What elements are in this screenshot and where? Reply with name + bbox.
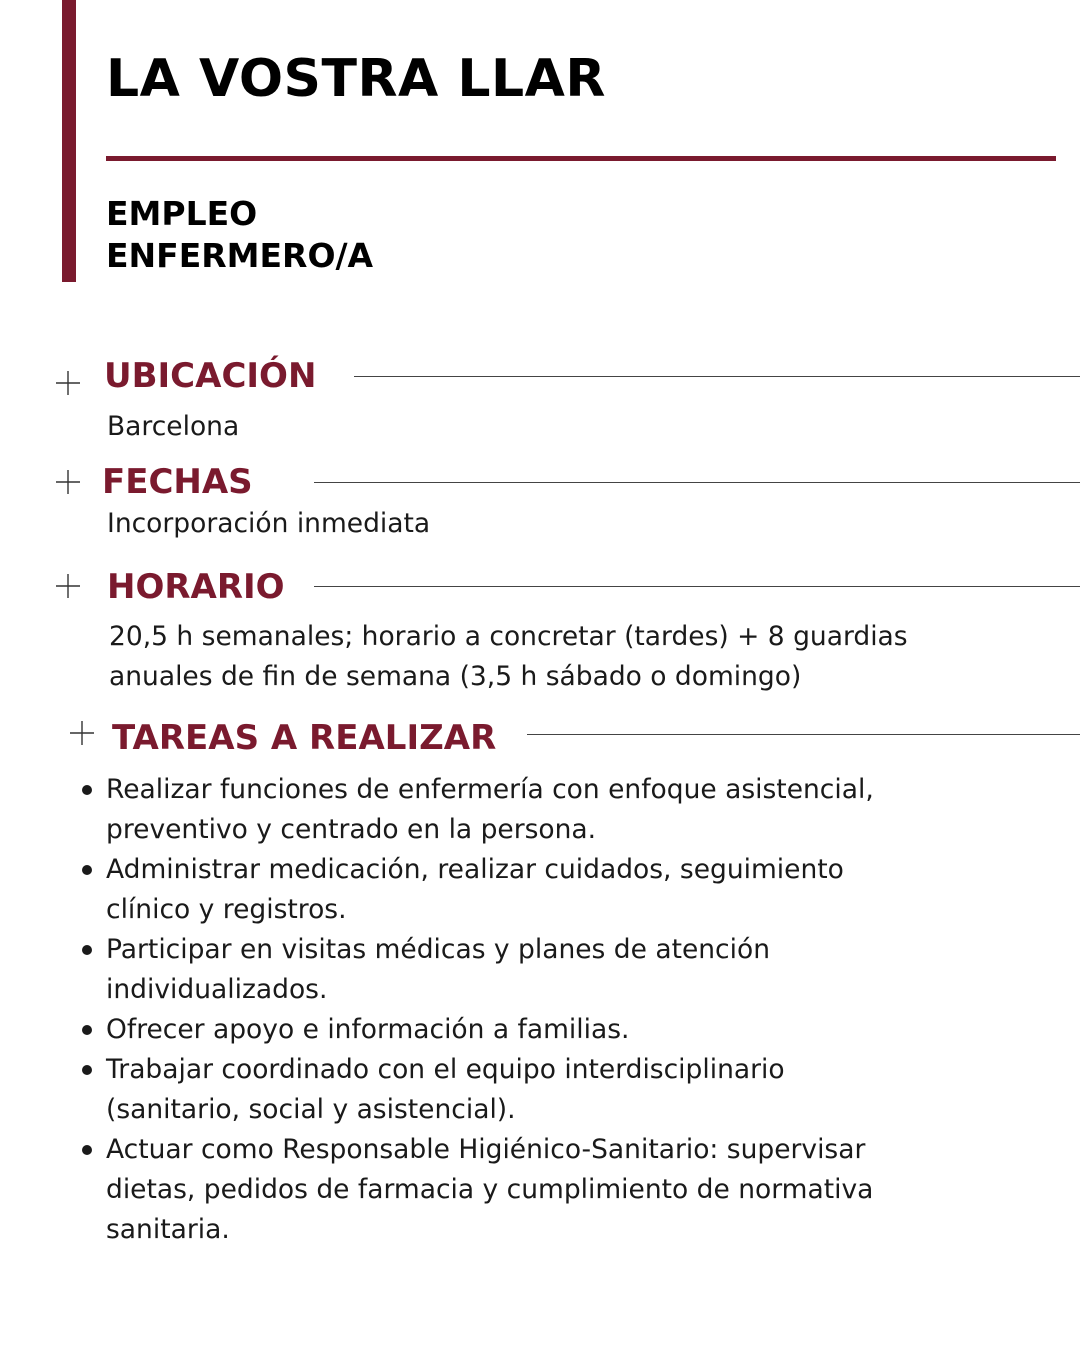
task-line: Trabajar coordinado con el equipo interdisciplinario — [106, 1054, 785, 1085]
schedule-line-1: 20,5 h semanales; horario a concretar (tardes) + 8 guardias — [109, 621, 908, 652]
task-line: preventivo y centrado en la persona. — [106, 814, 597, 845]
section-divider — [314, 586, 1080, 587]
section-divider — [354, 376, 1080, 377]
task-line: individualizados. — [106, 974, 328, 1005]
bullet-icon — [82, 1025, 92, 1035]
bullet-icon — [82, 785, 92, 795]
plus-icon — [55, 370, 81, 396]
list-item — [78, 770, 978, 850]
list-item — [78, 1010, 978, 1050]
task-line: (sanitario, social y asistencial). — [106, 1094, 516, 1125]
job-category: EMPLEO — [106, 194, 258, 233]
task-line: Participar en visitas médicas y planes de atención — [106, 934, 771, 965]
bullet-icon — [82, 1145, 92, 1155]
section-divider — [314, 482, 1080, 483]
task-line: Actuar como Responsable Higiénico-Sanitario: supervisar — [106, 1134, 866, 1165]
schedule-line-2: anuales de fin de semana (3,5 h sábado o domingo) — [109, 661, 802, 692]
plus-icon — [69, 720, 95, 746]
page-title: LA VOSTRA LLAR — [106, 49, 606, 109]
accent-bar — [62, 0, 76, 282]
plus-icon — [55, 469, 81, 495]
task-line: Ofrecer apoyo e información a familias. — [106, 1014, 630, 1045]
bullet-icon — [82, 945, 92, 955]
title-divider — [106, 156, 1056, 161]
bullet-icon — [82, 865, 92, 875]
task-line: Realizar funciones de enfermería con enfoque asistencial, — [106, 774, 874, 805]
task-line: clínico y registros. — [106, 894, 347, 925]
section-divider — [527, 734, 1080, 735]
location-value: Barcelona — [107, 411, 240, 442]
dates-value: Incorporación inmediata — [107, 508, 431, 539]
list-item — [78, 930, 978, 1010]
bullet-icon — [82, 1065, 92, 1075]
section-heading-fechas: FECHAS — [102, 462, 253, 502]
job-title: ENFERMERO/A — [106, 236, 374, 275]
list-item — [78, 1050, 978, 1130]
task-line: sanitaria. — [106, 1214, 230, 1245]
task-line: dietas, pedidos de farmacia y cumplimiento de normativa — [106, 1174, 874, 1205]
section-heading-tareas: TAREAS A REALIZAR — [112, 718, 497, 758]
plus-icon — [55, 573, 81, 599]
section-heading-ubicacion: UBICACIÓN — [104, 356, 317, 396]
list-item — [78, 1130, 978, 1250]
section-heading-horario: HORARIO — [107, 567, 285, 607]
task-line: Administrar medicación, realizar cuidados, seguimiento — [106, 854, 844, 885]
list-item — [78, 850, 978, 930]
task-list — [78, 770, 978, 1250]
